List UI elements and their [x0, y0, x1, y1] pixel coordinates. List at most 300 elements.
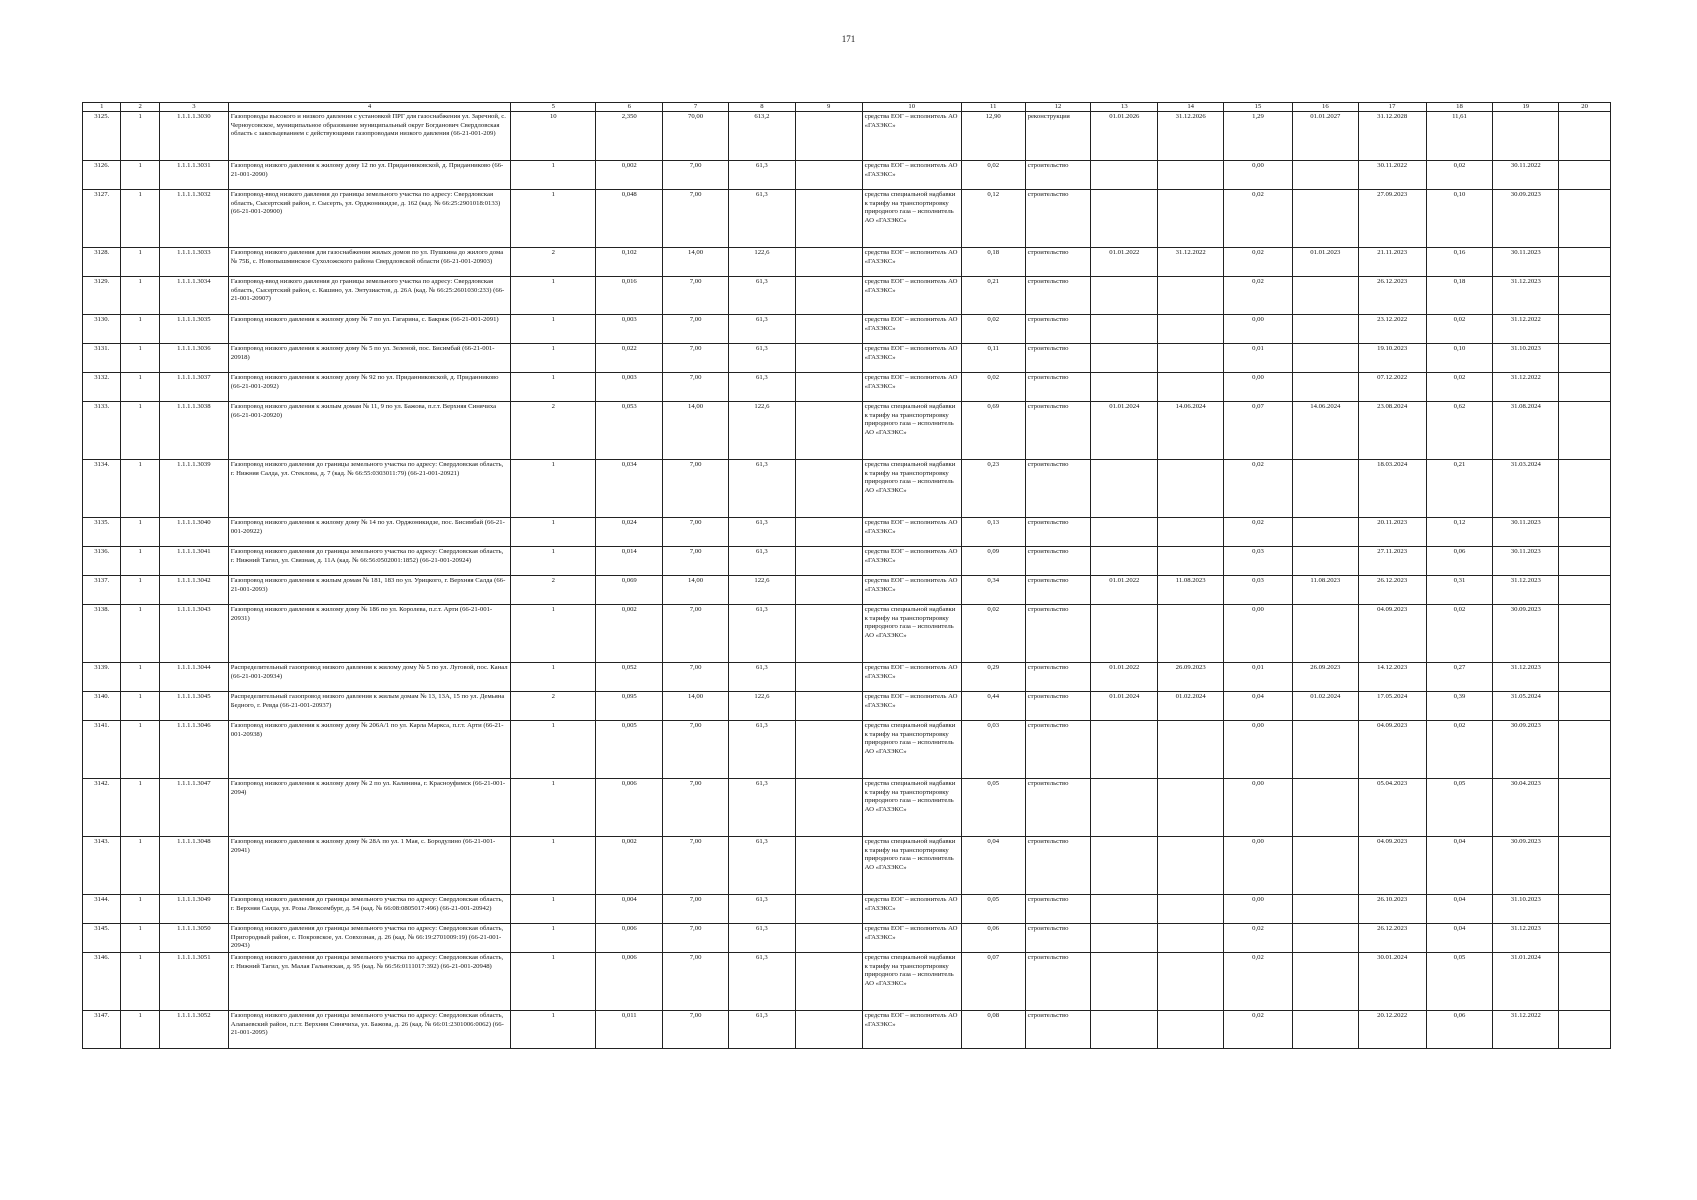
- column-9-value: [795, 402, 862, 460]
- column-18-value: 0,06: [1426, 1011, 1493, 1049]
- object-code: 1.1.1.1.3050: [159, 924, 228, 953]
- page-number: 171: [841, 34, 856, 44]
- column-8-value: 61,3: [728, 721, 795, 779]
- column-20-value: [1559, 605, 1611, 663]
- object-name: Газопровод низкого давления к жилому дому № 92 по ул. Приданниковской, д. Приданниково (66-21-001-2092): [228, 373, 511, 402]
- column-6-value: 0,004: [596, 895, 663, 924]
- row-number: 3127.: [83, 190, 121, 248]
- column-19-date: 30.11.2022: [1493, 161, 1559, 190]
- column-17-date: 04.09.2023: [1358, 837, 1426, 895]
- column-15-value: 0,00: [1224, 605, 1293, 663]
- column-18-value: 0,02: [1426, 373, 1493, 402]
- column-8-value: 61,3: [728, 779, 795, 837]
- column-7-value: 7,00: [663, 460, 729, 518]
- table-row: [83, 190, 1611, 248]
- column-header-16: 16: [1292, 103, 1358, 112]
- table-row: [83, 248, 1611, 277]
- object-code: 1.1.1.1.3037: [159, 373, 228, 402]
- column-11-value: 0,08: [961, 1011, 1025, 1049]
- funding-source: средства специальной надбавки к тарифу на транспортировку природного газа – исполнитель АО «ГАЗЭКС»: [862, 460, 961, 518]
- column-17-date: 20.11.2023: [1358, 518, 1426, 547]
- column-5-value: 1: [511, 315, 596, 344]
- column-6-value: 2,350: [596, 112, 663, 161]
- column-15-value: 0,00: [1224, 779, 1293, 837]
- column-9-value: [795, 547, 862, 576]
- column-header-12: 12: [1025, 103, 1091, 112]
- column-2-value: 1: [121, 518, 159, 547]
- column-17-date: 04.09.2023: [1358, 605, 1426, 663]
- column-20-value: [1559, 112, 1611, 161]
- object-name: Газопровод низкого давления для газоснабжения жилых домов по ул. Пушкина до жилого дома № 75Б, с. Новопышминское Сухоложского района Свердловской области (66-21-001-20903): [228, 248, 511, 277]
- column-20-value: [1559, 402, 1611, 460]
- column-17-date: 05.04.2023: [1358, 779, 1426, 837]
- column-11-value: 0,09: [961, 547, 1025, 576]
- column-14-date: [1158, 924, 1224, 953]
- column-6-value: 0,011: [596, 1011, 663, 1049]
- column-15-value: 0,03: [1224, 547, 1293, 576]
- column-19-date: 30.09.2023: [1493, 721, 1559, 779]
- column-15-value: 0,00: [1224, 895, 1293, 924]
- column-20-value: [1559, 518, 1611, 547]
- row-number: 3131.: [83, 344, 121, 373]
- column-6-value: 0,003: [596, 315, 663, 344]
- column-18-value: 0,04: [1426, 895, 1493, 924]
- work-type: строительство: [1025, 402, 1091, 460]
- object-code: 1.1.1.1.3042: [159, 576, 228, 605]
- object-code: 1.1.1.1.3035: [159, 315, 228, 344]
- object-name: Газопровод-ввод низкого давления до границы земельного участка по адресу: Свердловская область, Сысертский район, с. Кашино, ул. Энтузиастов, д. 26А (кад. № 66:25:2601030:233) (66-21-001-20907): [228, 277, 511, 315]
- work-type: строительство: [1025, 663, 1091, 692]
- column-17-date: 20.12.2022: [1358, 1011, 1426, 1049]
- column-16-date: [1292, 924, 1358, 953]
- column-7-value: 14,00: [663, 402, 729, 460]
- column-13-date: [1091, 518, 1158, 547]
- column-17-date: 18.03.2024: [1358, 460, 1426, 518]
- column-13-date: [1091, 460, 1158, 518]
- column-6-value: 0,034: [596, 460, 663, 518]
- column-17-date: 30.11.2022: [1358, 161, 1426, 190]
- column-7-value: 7,00: [663, 924, 729, 953]
- column-18-value: 0,06: [1426, 547, 1493, 576]
- column-14-date: 31.12.2022: [1158, 248, 1224, 277]
- row-number: 3133.: [83, 402, 121, 460]
- column-header-7: 7: [663, 103, 729, 112]
- column-15-value: 0,02: [1224, 924, 1293, 953]
- funding-source: средства специальной надбавки к тарифу на транспортировку природного газа – исполнитель АО «ГАЗЭКС»: [862, 953, 961, 1011]
- column-5-value: 1: [511, 518, 596, 547]
- column-9-value: [795, 605, 862, 663]
- column-11-value: 0,23: [961, 460, 1025, 518]
- column-5-value: 2: [511, 576, 596, 605]
- object-name: Газопровод низкого давления до границы земельного участка по адресу: Свердловская область, Алапаевский район, п.г.т. Верхняя Синячиха, ул. Бажова, д. 26 (кад. № 66:01:2301006:0062) (66-21-001-2095): [228, 1011, 511, 1049]
- work-type: строительство: [1025, 605, 1091, 663]
- column-18-value: 0,10: [1426, 344, 1493, 373]
- row-number: 3142.: [83, 779, 121, 837]
- table-row: [83, 721, 1611, 779]
- column-11-value: 0,69: [961, 402, 1025, 460]
- column-8-value: 61,3: [728, 315, 795, 344]
- column-19-date: 31.12.2023: [1493, 663, 1559, 692]
- column-19-date: 30.09.2023: [1493, 190, 1559, 248]
- column-19-date: [1493, 112, 1559, 161]
- row-number: 3144.: [83, 895, 121, 924]
- column-17-date: 17.05.2024: [1358, 692, 1426, 721]
- column-5-value: 10: [511, 112, 596, 161]
- column-14-date: [1158, 895, 1224, 924]
- column-9-value: [795, 924, 862, 953]
- work-type: строительство: [1025, 460, 1091, 518]
- funding-source: средства ЕОГ – исполнитель АО «ГАЗЭКС»: [862, 547, 961, 576]
- column-14-date: [1158, 779, 1224, 837]
- column-6-value: 0,095: [596, 692, 663, 721]
- funding-source: средства специальной надбавки к тарифу на транспортировку природного газа – исполнитель АО «ГАЗЭКС»: [862, 402, 961, 460]
- column-14-date: [1158, 460, 1224, 518]
- column-9-value: [795, 692, 862, 721]
- column-2-value: 1: [121, 161, 159, 190]
- column-13-date: [1091, 605, 1158, 663]
- column-7-value: 7,00: [663, 518, 729, 547]
- column-8-value: 61,3: [728, 373, 795, 402]
- column-19-date: 30.09.2023: [1493, 605, 1559, 663]
- object-code: 1.1.1.1.3044: [159, 663, 228, 692]
- column-7-value: 7,00: [663, 953, 729, 1011]
- column-18-value: 0,02: [1426, 605, 1493, 663]
- row-number: 3132.: [83, 373, 121, 402]
- column-20-value: [1559, 161, 1611, 190]
- column-13-date: [1091, 161, 1158, 190]
- work-type: строительство: [1025, 692, 1091, 721]
- object-name: Газопровод низкого давления до границы земельного участка по адресу: Свердловская область, г. Нижняя Салда, ул. Стеклова, д. 7 (кад. № 66:55:0303011:79) (66-21-001-20921): [228, 460, 511, 518]
- column-8-value: 61,3: [728, 895, 795, 924]
- column-16-date: [1292, 1011, 1358, 1049]
- funding-source: средства ЕОГ – исполнитель АО «ГАЗЭКС»: [862, 112, 961, 161]
- funding-source: средства ЕОГ – исполнитель АО «ГАЗЭКС»: [862, 277, 961, 315]
- object-code: 1.1.1.1.3031: [159, 161, 228, 190]
- object-code: 1.1.1.1.3041: [159, 547, 228, 576]
- column-20-value: [1559, 721, 1611, 779]
- column-header-9: 9: [795, 103, 862, 112]
- column-5-value: 1: [511, 460, 596, 518]
- table-row: [83, 402, 1611, 460]
- column-13-date: [1091, 373, 1158, 402]
- column-11-value: 0,02: [961, 161, 1025, 190]
- table-row: [83, 1011, 1611, 1049]
- column-14-date: 31.12.2026: [1158, 112, 1224, 161]
- table-row: [83, 277, 1611, 315]
- column-13-date: 01.01.2022: [1091, 663, 1158, 692]
- column-5-value: 1: [511, 779, 596, 837]
- object-name: Газопроводы высокого и низкого давления с установкой ПРГ для газоснабжения ул. Заречной, с. Черноусовское, муниципальное образование муниципальный округ Богданович Свердловская область с закольцеванием с действующими газопроводами низкого давления (66-21-001-209): [228, 112, 511, 161]
- column-2-value: 1: [121, 924, 159, 953]
- object-code: 1.1.1.1.3033: [159, 248, 228, 277]
- object-name: Газопровод низкого давления до границы земельного участка по адресу: Свердловская область, г. Верхняя Салда, ул. Розы Люксембург, д. 54 (кад. № 66:08:0805017:496) (66-21-001-20942): [228, 895, 511, 924]
- column-5-value: 1: [511, 373, 596, 402]
- funding-source: средства ЕОГ – исполнитель АО «ГАЗЭКС»: [862, 1011, 961, 1049]
- column-14-date: [1158, 344, 1224, 373]
- column-15-value: 0,00: [1224, 315, 1293, 344]
- column-11-value: 0,06: [961, 924, 1025, 953]
- column-11-value: 0,18: [961, 248, 1025, 277]
- column-20-value: [1559, 953, 1611, 1011]
- column-7-value: 7,00: [663, 837, 729, 895]
- column-header-13: 13: [1091, 103, 1158, 112]
- work-type: строительство: [1025, 248, 1091, 277]
- row-number: 3141.: [83, 721, 121, 779]
- column-8-value: 61,3: [728, 460, 795, 518]
- object-code: 1.1.1.1.3030: [159, 112, 228, 161]
- column-13-date: [1091, 315, 1158, 344]
- work-type: строительство: [1025, 895, 1091, 924]
- column-9-value: [795, 721, 862, 779]
- column-8-value: 61,3: [728, 518, 795, 547]
- column-8-value: 61,3: [728, 663, 795, 692]
- column-5-value: 1: [511, 721, 596, 779]
- column-18-value: 0,39: [1426, 692, 1493, 721]
- column-11-value: 0,12: [961, 190, 1025, 248]
- column-20-value: [1559, 248, 1611, 277]
- work-type: строительство: [1025, 924, 1091, 953]
- column-19-date: 31.01.2024: [1493, 953, 1559, 1011]
- object-code: 1.1.1.1.3045: [159, 692, 228, 721]
- column-16-date: [1292, 779, 1358, 837]
- column-14-date: [1158, 373, 1224, 402]
- work-type: строительство: [1025, 161, 1091, 190]
- column-11-value: 0,07: [961, 953, 1025, 1011]
- column-header-11: 11: [961, 103, 1025, 112]
- object-name: Газопровод низкого давления к жилому дому № 7 по ул. Гагарина, с. Бакряж (66-21-001-2091): [228, 315, 511, 344]
- column-2-value: 1: [121, 663, 159, 692]
- table-row: [83, 161, 1611, 190]
- column-5-value: 1: [511, 605, 596, 663]
- column-11-value: 0,02: [961, 315, 1025, 344]
- column-16-date: [1292, 190, 1358, 248]
- column-8-value: 61,3: [728, 605, 795, 663]
- column-9-value: [795, 190, 862, 248]
- column-5-value: 1: [511, 344, 596, 373]
- row-number: 3126.: [83, 161, 121, 190]
- column-8-value: 613,2: [728, 112, 795, 161]
- column-header-8: 8: [728, 103, 795, 112]
- column-15-value: 0,02: [1224, 277, 1293, 315]
- row-number: 3139.: [83, 663, 121, 692]
- column-13-date: [1091, 547, 1158, 576]
- object-name: Газопровод низкого давления к жилому дому № 14 по ул. Орджоникидзе, пос. Бисимбай (66-21-001-20922): [228, 518, 511, 547]
- column-8-value: 122,6: [728, 692, 795, 721]
- funding-source: средства ЕОГ – исполнитель АО «ГАЗЭКС»: [862, 315, 961, 344]
- column-11-value: 0,02: [961, 605, 1025, 663]
- column-14-date: 11.08.2023: [1158, 576, 1224, 605]
- column-19-date: 30.11.2023: [1493, 547, 1559, 576]
- column-20-value: [1559, 924, 1611, 953]
- column-14-date: 14.06.2024: [1158, 402, 1224, 460]
- funding-source: средства специальной надбавки к тарифу на транспортировку природного газа – исполнитель АО «ГАЗЭКС»: [862, 190, 961, 248]
- column-9-value: [795, 895, 862, 924]
- column-18-value: 0,02: [1426, 315, 1493, 344]
- column-2-value: 1: [121, 402, 159, 460]
- object-code: 1.1.1.1.3046: [159, 721, 228, 779]
- column-17-date: 19.10.2023: [1358, 344, 1426, 373]
- column-11-value: 0,05: [961, 895, 1025, 924]
- column-6-value: 0,006: [596, 924, 663, 953]
- column-16-date: [1292, 605, 1358, 663]
- work-type: строительство: [1025, 315, 1091, 344]
- column-19-date: 30.09.2023: [1493, 837, 1559, 895]
- column-20-value: [1559, 315, 1611, 344]
- row-number: 3145.: [83, 924, 121, 953]
- column-8-value: 122,6: [728, 576, 795, 605]
- column-2-value: 1: [121, 605, 159, 663]
- column-14-date: [1158, 190, 1224, 248]
- column-16-date: [1292, 344, 1358, 373]
- column-2-value: 1: [121, 248, 159, 277]
- column-13-date: [1091, 1011, 1158, 1049]
- column-2-value: 1: [121, 692, 159, 721]
- work-type: строительство: [1025, 277, 1091, 315]
- column-8-value: 61,3: [728, 547, 795, 576]
- column-20-value: [1559, 837, 1611, 895]
- column-20-value: [1559, 779, 1611, 837]
- column-17-date: 27.09.2023: [1358, 190, 1426, 248]
- table-row: [83, 924, 1611, 953]
- row-number: 3146.: [83, 953, 121, 1011]
- column-16-date: 26.09.2023: [1292, 663, 1358, 692]
- funding-source: средства ЕОГ – исполнитель АО «ГАЗЭКС»: [862, 895, 961, 924]
- column-7-value: 7,00: [663, 895, 729, 924]
- column-14-date: 01.02.2024: [1158, 692, 1224, 721]
- column-16-date: 01.01.2027: [1292, 112, 1358, 161]
- column-7-value: 7,00: [663, 277, 729, 315]
- column-7-value: 14,00: [663, 576, 729, 605]
- column-13-date: [1091, 344, 1158, 373]
- table-row: [83, 344, 1611, 373]
- work-type: строительство: [1025, 1011, 1091, 1049]
- column-16-date: [1292, 547, 1358, 576]
- column-2-value: 1: [121, 779, 159, 837]
- column-5-value: 1: [511, 895, 596, 924]
- object-name: Газопровод низкого давления к жилому дому № 206А/1 по ул. Карла Маркса, п.г.т. Арти (66-21-001-20938): [228, 721, 511, 779]
- column-6-value: 0,005: [596, 721, 663, 779]
- column-19-date: 31.12.2022: [1493, 1011, 1559, 1049]
- column-header-15: 15: [1224, 103, 1293, 112]
- column-19-date: 31.05.2024: [1493, 692, 1559, 721]
- column-16-date: [1292, 721, 1358, 779]
- column-17-date: 07.12.2022: [1358, 373, 1426, 402]
- column-20-value: [1559, 547, 1611, 576]
- column-6-value: 0,016: [596, 277, 663, 315]
- column-16-date: [1292, 277, 1358, 315]
- column-15-value: 0,04: [1224, 692, 1293, 721]
- column-16-date: [1292, 518, 1358, 547]
- work-type: строительство: [1025, 721, 1091, 779]
- object-name: Газопровод низкого давления к жилым домам № 181, 183 по ул. Урицкого, г. Верхняя Салда (66-21-001-2093): [228, 576, 511, 605]
- column-16-date: [1292, 953, 1358, 1011]
- table-row: [83, 663, 1611, 692]
- column-7-value: 14,00: [663, 248, 729, 277]
- column-5-value: 1: [511, 1011, 596, 1049]
- column-20-value: [1559, 692, 1611, 721]
- column-15-value: 0,02: [1224, 190, 1293, 248]
- column-2-value: 1: [121, 373, 159, 402]
- column-13-date: 01.01.2022: [1091, 248, 1158, 277]
- column-11-value: 0,04: [961, 837, 1025, 895]
- column-header-20: 20: [1559, 103, 1611, 112]
- column-18-value: 0,21: [1426, 460, 1493, 518]
- column-18-value: 0,05: [1426, 779, 1493, 837]
- column-17-date: 30.01.2024: [1358, 953, 1426, 1011]
- object-code: 1.1.1.1.3048: [159, 837, 228, 895]
- row-number: 3140.: [83, 692, 121, 721]
- table-row: [83, 895, 1611, 924]
- column-9-value: [795, 518, 862, 547]
- table-row: [83, 315, 1611, 344]
- object-code: 1.1.1.1.3049: [159, 895, 228, 924]
- column-14-date: [1158, 315, 1224, 344]
- table-row: [83, 953, 1611, 1011]
- work-type: реконструкция: [1025, 112, 1091, 161]
- work-type: строительство: [1025, 953, 1091, 1011]
- column-16-date: [1292, 373, 1358, 402]
- funding-source: средства ЕОГ – исполнитель АО «ГАЗЭКС»: [862, 663, 961, 692]
- row-number: 3128.: [83, 248, 121, 277]
- column-2-value: 1: [121, 277, 159, 315]
- funding-source: средства специальной надбавки к тарифу на транспортировку природного газа – исполнитель АО «ГАЗЭКС»: [862, 605, 961, 663]
- table-row: [83, 460, 1611, 518]
- column-11-value: 0,03: [961, 721, 1025, 779]
- funding-source: средства ЕОГ – исполнитель АО «ГАЗЭКС»: [862, 248, 961, 277]
- work-type: строительство: [1025, 190, 1091, 248]
- column-2-value: 1: [121, 460, 159, 518]
- column-20-value: [1559, 663, 1611, 692]
- column-9-value: [795, 248, 862, 277]
- column-19-date: 31.03.2024: [1493, 460, 1559, 518]
- column-2-value: 1: [121, 1011, 159, 1049]
- column-13-date: [1091, 837, 1158, 895]
- column-5-value: 1: [511, 161, 596, 190]
- object-code: 1.1.1.1.3034: [159, 277, 228, 315]
- column-18-value: 0,62: [1426, 402, 1493, 460]
- column-18-value: 0,18: [1426, 277, 1493, 315]
- object-code: 1.1.1.1.3039: [159, 460, 228, 518]
- column-17-date: 31.12.2028: [1358, 112, 1426, 161]
- object-code: 1.1.1.1.3032: [159, 190, 228, 248]
- object-name: Газопровод низкого давления к жилому дому № 5 по ул. Зеленой, пос. Бисимбай (66-21-001-20918): [228, 344, 511, 373]
- column-20-value: [1559, 344, 1611, 373]
- column-18-value: 0,02: [1426, 721, 1493, 779]
- column-20-value: [1559, 895, 1611, 924]
- column-9-value: [795, 460, 862, 518]
- work-type: строительство: [1025, 373, 1091, 402]
- column-17-date: 23.12.2022: [1358, 315, 1426, 344]
- work-type: строительство: [1025, 547, 1091, 576]
- column-5-value: 2: [511, 692, 596, 721]
- column-6-value: 0,006: [596, 779, 663, 837]
- column-14-date: [1158, 277, 1224, 315]
- column-13-date: [1091, 721, 1158, 779]
- column-9-value: [795, 837, 862, 895]
- column-2-value: 1: [121, 315, 159, 344]
- column-5-value: 2: [511, 402, 596, 460]
- column-6-value: 0,052: [596, 663, 663, 692]
- column-15-value: 0,07: [1224, 402, 1293, 460]
- column-15-value: 0,00: [1224, 721, 1293, 779]
- object-name: Газопровод низкого давления к жилому дому 12 по ул. Приданниковской, д. Приданниково (66-21-001-2090): [228, 161, 511, 190]
- column-7-value: 7,00: [663, 190, 729, 248]
- column-8-value: 61,3: [728, 837, 795, 895]
- row-number: 3129.: [83, 277, 121, 315]
- column-20-value: [1559, 576, 1611, 605]
- column-15-value: 0,00: [1224, 837, 1293, 895]
- column-14-date: [1158, 953, 1224, 1011]
